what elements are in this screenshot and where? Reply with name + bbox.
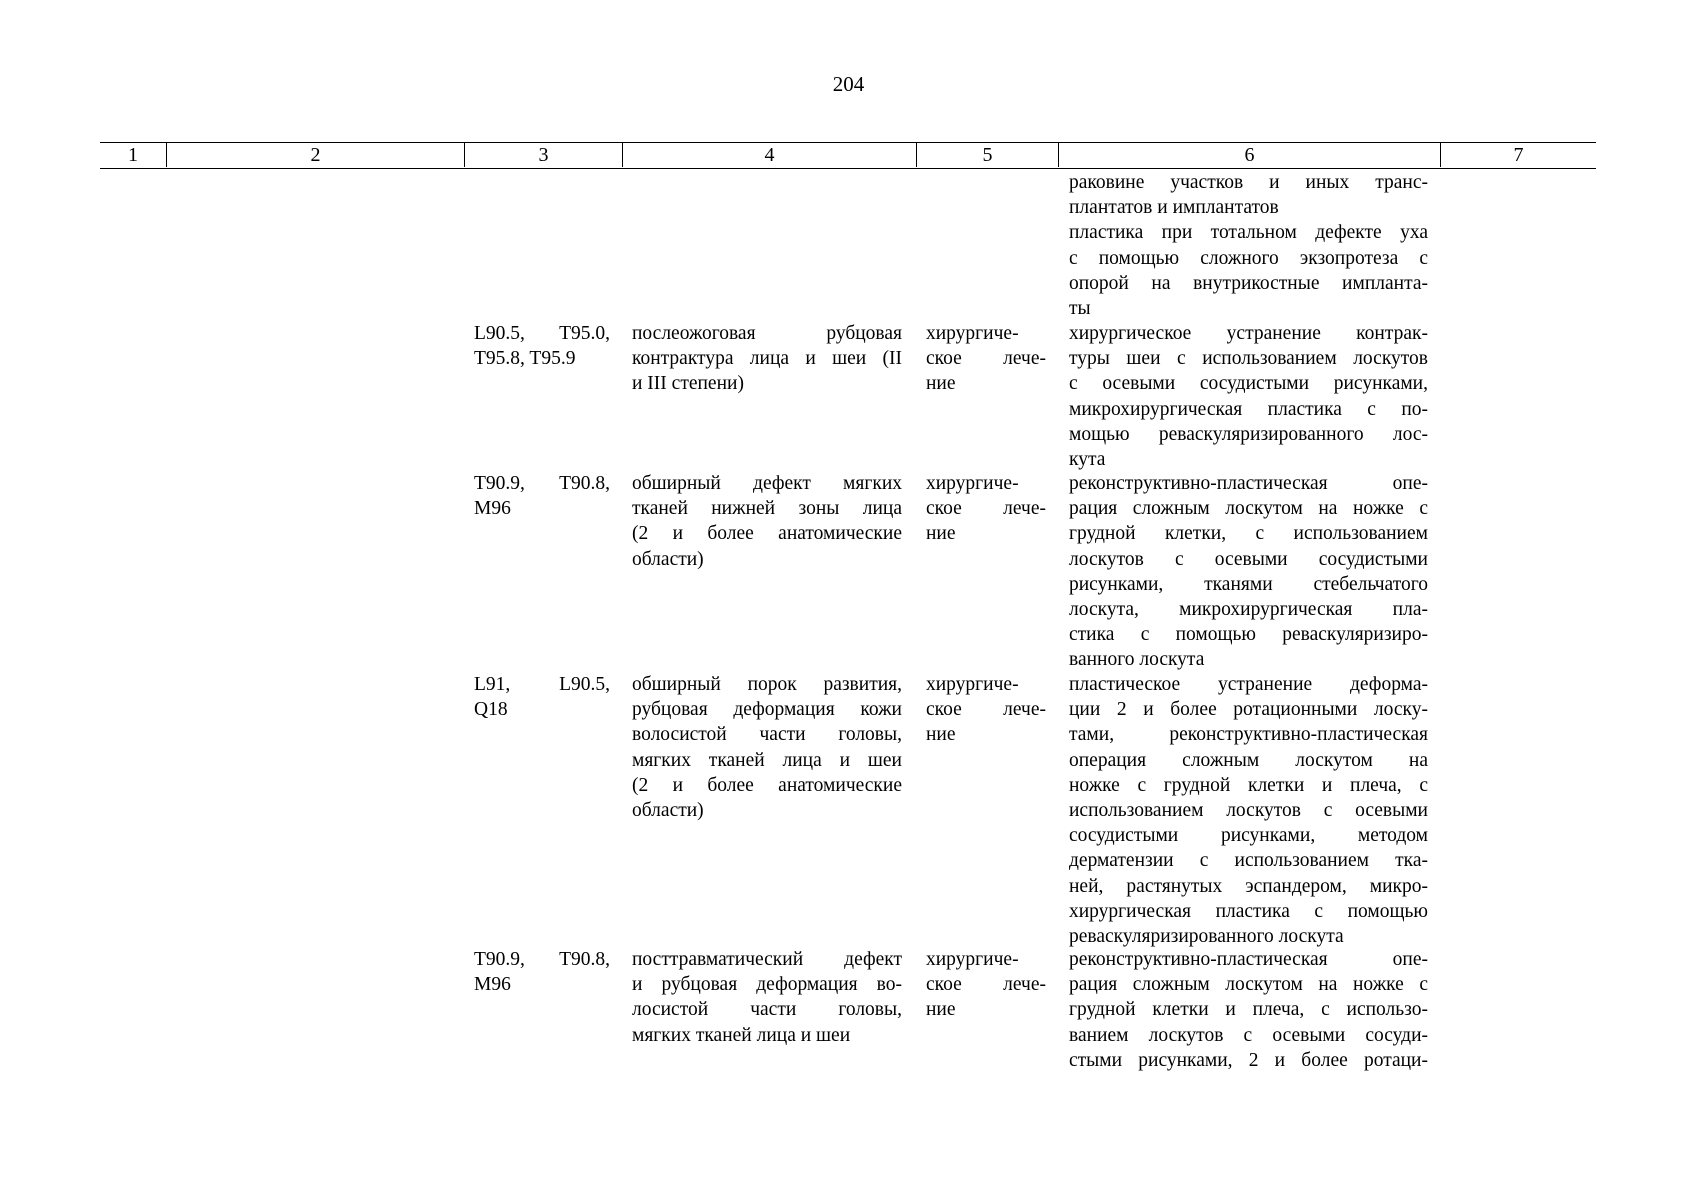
text-line: области) <box>632 548 704 570</box>
text-line: ское лече- <box>926 974 1046 996</box>
text-line: пластическое устранение деформа- <box>1069 674 1428 695</box>
text-line: рация сложным лоскутом на ножке с <box>1069 974 1428 996</box>
column-header-3: 3 <box>464 143 622 167</box>
text-line: послеожоговая рубцовая <box>632 323 902 344</box>
text-line: контрактура лица и шеи (II <box>632 348 902 370</box>
text-line: мягких тканей лица и шеи <box>632 749 902 771</box>
text-line: лосистой части головы, <box>632 999 902 1021</box>
text-line: хирургиче- <box>926 323 1019 344</box>
table-header-row <box>100 142 1596 169</box>
row-4-method <box>1069 947 1428 1073</box>
text-line: с помощью сложного экзопротеза с <box>1069 247 1428 269</box>
text-line: ней, растянутых эспандером, микро- <box>1069 875 1428 897</box>
text-line: использованием лоскутов с осевыми <box>1069 799 1428 821</box>
page-number: 204 <box>832 72 865 96</box>
continuation-method-text <box>1069 170 1428 321</box>
row-2-diagnosis <box>632 471 902 572</box>
text-line: ское лече- <box>926 498 1046 520</box>
text-line: кута <box>1069 448 1106 470</box>
column-header-2: 2 <box>166 143 464 167</box>
text-line: обширный порок развития, <box>632 674 902 695</box>
row-1-treatment <box>926 321 1046 397</box>
text-line: лоскутов с осевыми сосудистыми <box>1069 548 1428 570</box>
code-line: L90.5, T95.0, <box>474 323 610 344</box>
text-line: стика с помощью реваскуляризиро- <box>1069 624 1428 646</box>
column-header-6: 6 <box>1058 143 1440 167</box>
text-line: (2 и более анатомические <box>632 523 902 545</box>
text-line: рисунками, тканями стебельчатого <box>1069 573 1428 595</box>
code-line: L91, L90.5, <box>474 674 610 695</box>
row-1-codes <box>474 321 610 371</box>
text-line: реваскуляризированного лоскута <box>1069 925 1344 947</box>
text-line: плантатов и имплантатов <box>1069 197 1279 219</box>
text-line: операция сложным лоскутом на <box>1069 749 1428 771</box>
text-line: опорой на внутрикостные импланта- <box>1069 272 1428 294</box>
text-line: ское лече- <box>926 699 1046 721</box>
code-line: T90.9, T90.8, <box>474 473 610 494</box>
row-3-diagnosis <box>632 672 902 823</box>
text-line: раковине участков и иных транс- <box>1069 172 1428 193</box>
text-line: ванного лоскута <box>1069 649 1205 671</box>
row-2-method <box>1069 471 1428 673</box>
text-line: ванием лоскутов с осевыми сосуди- <box>1069 1024 1428 1046</box>
row-2-codes <box>474 471 610 521</box>
text-line: мягких тканей лица и шеи <box>632 1024 851 1046</box>
row-1-diagnosis <box>632 321 902 397</box>
text-line: мощью реваскуляризированного лос- <box>1069 423 1428 445</box>
row-4-codes <box>474 947 610 997</box>
row-1-method <box>1069 321 1428 472</box>
text-line: с осевыми сосудистыми рисунками, <box>1069 373 1428 395</box>
row-3-method <box>1069 672 1428 949</box>
text-line: пластика при тотальном дефекте уха <box>1069 222 1428 244</box>
text-line: тами, реконструктивно-пластическая <box>1069 724 1428 746</box>
text-line: волосистой части головы, <box>632 724 902 746</box>
text-line: тканей нижней зоны лица <box>632 498 902 520</box>
text-line: ножке с грудной клетки и плеча, с <box>1069 774 1428 796</box>
text-line: лоскута, микрохирургическая пла- <box>1069 598 1428 620</box>
code-line: T95.8, T95.9 <box>474 348 576 370</box>
row-2-treatment <box>926 471 1046 547</box>
text-line: хирургическое устранение контрак- <box>1069 323 1428 344</box>
text-line: (2 и более анатомические <box>632 774 902 796</box>
text-line: рация сложным лоскутом на ножке с <box>1069 498 1428 520</box>
text-line: ние <box>926 724 956 746</box>
text-line: ние <box>926 999 956 1021</box>
text-line: хирургиче- <box>926 674 1019 695</box>
text-line: хирургическая пластика с помощью <box>1069 900 1428 922</box>
text-line: реконструктивно-пластическая опе- <box>1069 473 1428 494</box>
row-4-treatment <box>926 947 1046 1023</box>
text-line: и рубцовая деформация во- <box>632 974 902 996</box>
row-4-diagnosis <box>632 947 902 1048</box>
text-line: ское лече- <box>926 348 1046 370</box>
text-line: обширный дефект мягких <box>632 473 902 494</box>
row-3-treatment <box>926 672 1046 748</box>
text-line: грудной клетки, с использованием <box>1069 523 1428 545</box>
text-line: микрохирургическая пластика с по- <box>1069 398 1428 420</box>
row-3-codes <box>474 672 610 722</box>
text-line: ние <box>926 373 956 395</box>
code-line: T90.9, T90.8, <box>474 949 610 970</box>
column-header-5: 5 <box>916 143 1058 167</box>
text-line: ты <box>1069 297 1091 319</box>
text-line: и III степени) <box>632 373 744 395</box>
text-line: сосудистыми рисунками, методом <box>1069 825 1428 847</box>
code-line: M96 <box>474 974 511 996</box>
column-header-4: 4 <box>622 143 916 167</box>
text-line: грудной клетки и плеча, с использо- <box>1069 999 1428 1021</box>
text-line: ние <box>926 523 956 545</box>
text-line: ции 2 и более ротационными лоску- <box>1069 699 1428 721</box>
column-header-1: 1 <box>128 144 138 166</box>
text-line: стыми рисунками, 2 и более ротаци- <box>1069 1049 1428 1071</box>
text-line: рубцовая деформация кожи <box>632 699 902 721</box>
code-line: M96 <box>474 498 511 520</box>
text-line: хирургиче- <box>926 473 1019 494</box>
column-header-7: 7 <box>1440 143 1596 167</box>
text-line: реконструктивно-пластическая опе- <box>1069 949 1428 970</box>
text-line: дерматензии с использованием тка- <box>1069 850 1428 872</box>
code-line: Q18 <box>474 699 508 721</box>
text-line: туры шеи с использованием лоскутов <box>1069 348 1428 370</box>
text-line: области) <box>632 799 704 821</box>
text-line: хирургиче- <box>926 949 1019 970</box>
text-line: посттравматический дефект <box>632 949 902 970</box>
